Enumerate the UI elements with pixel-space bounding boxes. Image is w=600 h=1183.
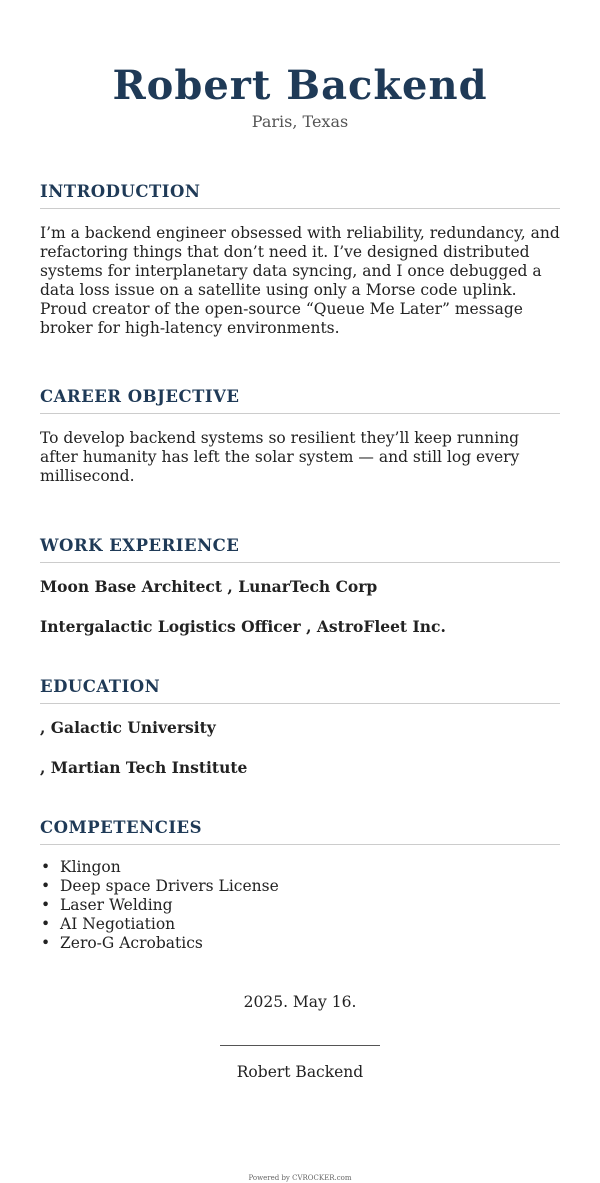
- candidate-location: Paris, Texas: [251, 112, 349, 131]
- signature-name: Robert Backend: [236, 1063, 364, 1081]
- section-title-education: EDUCATION: [40, 676, 560, 704]
- bullet-icon: •: [41, 915, 51, 933]
- bullet-icon: •: [41, 858, 51, 876]
- competencies-list: [40, 858, 560, 953]
- work-experience-item: Intergalactic Logistics Officer , AstroFleet Inc.: [40, 617, 446, 636]
- career-objective-text: To develop backend systems so resilient they’ll keep running after humanity has left the solar system — and still log every millisecond.: [40, 429, 520, 485]
- education-item: , Martian Tech Institute: [40, 758, 248, 777]
- list-item: [40, 934, 560, 953]
- list-item: [40, 896, 560, 915]
- competency-label: AI Negotiation: [60, 915, 176, 933]
- powered-by-footer: Powered by CVROCKER.com: [248, 1174, 352, 1182]
- work-experience-item: Moon Base Architect , LunarTech Corp: [40, 577, 378, 596]
- section-title-introduction: INTRODUCTION: [40, 181, 560, 209]
- introduction-text: I’m a backend engineer obsessed with reliability, redundancy, and refactoring things that don’t need it. I’ve designed distributed systems for interplanetary data syncing, and I once debugged a data loss issue on a satellite using only a Morse code uplink. Proud creator of the open-source “Queue Me Later” message broker for high-latency environments.: [40, 224, 560, 337]
- list-item: [40, 877, 560, 896]
- competency-label: Klingon: [60, 858, 121, 876]
- competency-label: Laser Welding: [60, 896, 173, 914]
- competency-label: Zero-G Acrobatics: [60, 934, 203, 952]
- section-title-career-objective: CAREER OBJECTIVE: [40, 386, 560, 414]
- list-item: [40, 858, 560, 877]
- bullet-icon: •: [41, 877, 51, 895]
- section-title-work-experience: WORK EXPERIENCE: [40, 535, 560, 563]
- candidate-name: Robert Backend: [112, 62, 488, 109]
- signature-date: 2025. May 16.: [243, 993, 357, 1011]
- bullet-icon: •: [41, 934, 51, 952]
- competency-label: Deep space Drivers License: [60, 877, 279, 895]
- education-item: , Galactic University: [40, 718, 216, 737]
- list-item: [40, 915, 560, 934]
- signature-line: [220, 1045, 380, 1046]
- bullet-icon: •: [41, 896, 51, 914]
- section-title-competencies: COMPETENCIES: [40, 817, 560, 845]
